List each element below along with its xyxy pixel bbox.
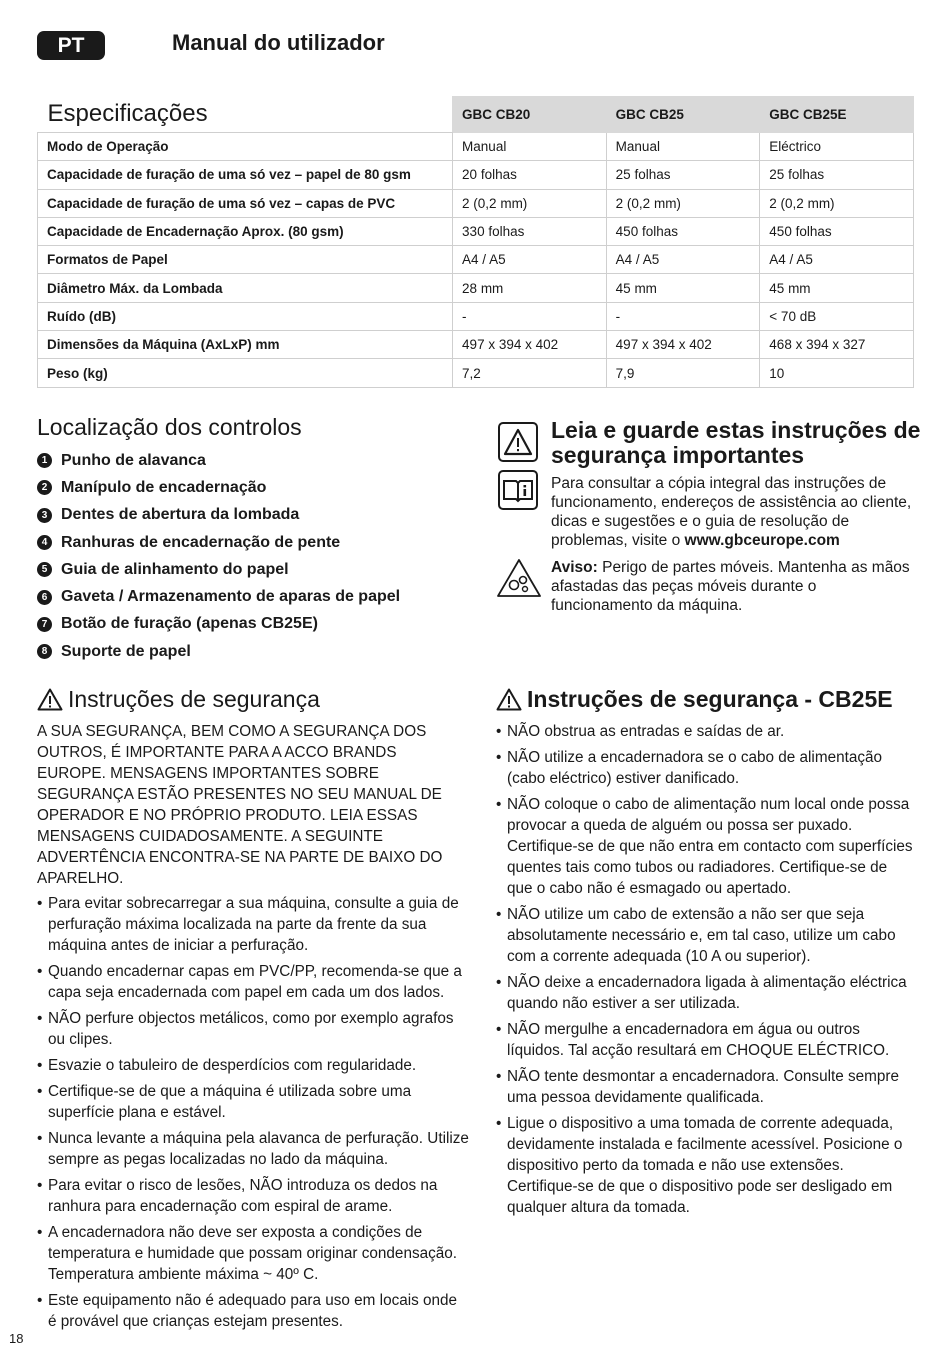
spec-value: 20 folhas (453, 161, 607, 189)
spec-label: Dimensões da Máquina (AxLxP) mm (38, 331, 453, 359)
table-row (38, 274, 914, 302)
column-header: GBC CB20 (453, 97, 607, 133)
spec-value: 2 (0,2 mm) (760, 189, 914, 217)
list-item (37, 638, 477, 665)
spec-value: A4 / A5 (760, 246, 914, 274)
spec-label: Capacidade de furação de uma só vez – capas de PVC (38, 189, 453, 217)
read-instructions-body: Para consultar a cópia integral das instruções de funcionamento, endereços de assistência ao cliente, dicas e sugestões e o guia de resolução de problemas, visite o (551, 475, 912, 549)
spec-value: 25 folhas (606, 161, 760, 189)
spec-value: 25 folhas (760, 161, 914, 189)
control-number: 4 (37, 535, 52, 550)
read-instructions-text (551, 474, 921, 550)
spec-value: A4 / A5 (453, 246, 607, 274)
control-number: 5 (37, 562, 52, 577)
controls-heading: Localização dos controlos (37, 414, 302, 440)
spec-label: Diâmetro Máx. da Lombada (38, 274, 453, 302)
website-link[interactable]: www.gbceurope.com (684, 532, 840, 549)
moving-parts-warning (551, 558, 921, 615)
control-label: Dentes de abertura da lombada (61, 506, 300, 524)
list-item (37, 583, 477, 610)
spec-value: A4 / A5 (606, 246, 760, 274)
list-item: • A encadernadora não deve ser exposta a condições de temperatura e humidade que possam originar condensação. Temperatura ambiente máxima ~ 40º C. (37, 1222, 469, 1285)
list-item: • Nunca levante a máquina pela alavanca de perfuração. Utilize sempre as pegas localizadas no lado da máquina. (37, 1128, 469, 1170)
spec-label: Peso (kg) (38, 359, 453, 387)
spec-value: 45 mm (760, 274, 914, 302)
spec-value: Manual (453, 133, 607, 161)
control-number: 6 (37, 590, 52, 605)
spec-value: 2 (0,2 mm) (453, 189, 607, 217)
spec-value: 45 mm (606, 274, 760, 302)
list-item (37, 611, 477, 638)
control-label: Ranhuras de encadernação de pente (61, 533, 341, 551)
spec-heading-cell (38, 97, 453, 133)
warning-icon (496, 688, 522, 711)
list-item (37, 502, 477, 529)
list-item: • NÃO utilize um cabo de extensão a não ser que seja absolutamente necessário e, em tal caso, utilize um cabo com a corrente adequada (10 A ou superior). (496, 904, 916, 967)
safety-list (37, 893, 469, 1332)
language-badge: PT (37, 31, 105, 60)
spec-label: Capacidade de furação de uma só vez – papel de 80 gsm (38, 161, 453, 189)
safety-cb25e-list (496, 721, 916, 1218)
spec-value: 497 x 394 x 402 (453, 331, 607, 359)
control-label: Punho de alavanca (61, 451, 206, 469)
control-label: Manípulo de encadernação (61, 478, 267, 496)
list-item (37, 474, 477, 501)
control-number: 3 (37, 508, 52, 523)
spec-label: Formatos de Papel (38, 246, 453, 274)
read-instructions-title: Leia e guarde estas instruções de segurança importantes (551, 417, 921, 468)
control-label: Suporte de papel (61, 642, 191, 660)
control-label: Guia de alinhamento do papel (61, 560, 289, 578)
list-item: • Esvazie o tabuleiro de desperdícios com regularidade. (37, 1055, 469, 1076)
safety-title (37, 686, 469, 713)
list-item: • NÃO tente desmontar a encadernadora. Consulte sempre uma pessoa devidamente qualificada. (496, 1066, 916, 1108)
control-number: 1 (37, 453, 52, 468)
manual-info-icon (498, 470, 538, 510)
document-title: Manual do utilizador (172, 30, 385, 55)
list-item: • Para evitar o risco de lesões, NÃO introduza os dedos na ranhura para encadernação com espiral de arame. (37, 1175, 469, 1217)
list-item: • Quando encadernar capas em PVC/PP, recomenda-se que a capa seja encadernada com papel em cada um dos lados. (37, 961, 469, 1003)
moving-parts-warning-icon (496, 558, 542, 598)
table-row (38, 189, 914, 217)
warning-label: Aviso: (551, 559, 598, 576)
safety-cb25e-title-text: Instruções de segurança - CB25E (527, 686, 893, 712)
warning-triangle-icon (498, 422, 538, 462)
warning-text: Perigo de partes móveis. Mantenha as mãos afastadas das peças móveis durante o funcionamento da máquina. (551, 559, 910, 614)
control-number: 2 (37, 480, 52, 495)
spec-value: Eléctrico (760, 133, 914, 161)
table-row (38, 133, 914, 161)
spec-label: Ruído (dB) (38, 302, 453, 330)
list-item: • Ligue o dispositivo a uma tomada de corrente adequada, devidamente instalada e facilmente acessível. Posicione o dispositivo perto da tomada e não use extensões. Certifique-se de que o dispositivo pode ser desligado em qualquer altura da tomada. (496, 1113, 916, 1218)
table-row (38, 161, 914, 189)
list-item: • NÃO coloque o cabo de alimentação num local onde possa provocar a queda de alguém ou possa ser puxado. Certifique-se de que não entra em contacto com superfícies quentes tais como tubos ou radiadores. Certifique-se de que o cabo não é esmagado ou apertado. (496, 794, 916, 899)
list-item (37, 447, 477, 474)
spec-value: 468 x 394 x 327 (760, 331, 914, 359)
spec-label: Modo de Operação (38, 133, 453, 161)
table-row (38, 359, 914, 387)
safety-intro: A SUA SEGURANÇA, BEM COMO A SEGURANÇA DOS OUTROS, É IMPORTANTE PARA A ACCO BRANDS EUROPE. MENSAGENS IMPORTANTES SOBRE SEGURANÇA ESTÃO PRESENTES NO SEU MANUAL DE OPERADOR E NO PRÓPRIO PRODUTO. LEIA ESSAS MENSAGENS CUIDADOSAMENTE. A SEGUINTE ADVERTÊNCIA ENCONTRA-SE NA PARTE DE BAIXO DO APARELHO. (37, 723, 443, 887)
spec-value: 28 mm (453, 274, 607, 302)
spec-value: 2 (0,2 mm) (606, 189, 760, 217)
table-header-row (38, 97, 914, 133)
page-number: 18 (9, 1331, 24, 1346)
control-number: 7 (37, 617, 52, 632)
list-item: • NÃO perfure objectos metálicos, como por exemplo agrafos ou clipes. (37, 1008, 469, 1050)
spec-value: 450 folhas (606, 217, 760, 245)
list-item: • NÃO mergulhe a encadernadora em água ou outros líquidos. Tal acção resultará em CHOQUE ELÉCTRICO. (496, 1019, 916, 1061)
list-item: • NÃO deixe a encadernadora ligada à alimentação eléctrica quando não estiver a ser utilizada. (496, 972, 916, 1014)
controls-list (37, 447, 477, 665)
spec-value: - (606, 302, 760, 330)
specifications-table (37, 96, 914, 388)
list-item: • Este equipamento não é adequado para uso em locais onde é provável que crianças estejam presentes. (37, 1290, 469, 1332)
list-item: • Certifique-se de que a máquina é utilizada sobre uma superfície plana e estável. (37, 1081, 469, 1123)
specifications-heading: Especificações (47, 100, 208, 128)
list-item: • Para evitar sobrecarregar a sua máquina, consulte a guia de perfuração máxima localizada na parte da frente da sua máquina antes de iniciar a perfuração. (37, 893, 469, 956)
list-item: • NÃO utilize a encadernadora se o cabo de alimentação (cabo eléctrico) estiver danificado. (496, 747, 916, 789)
control-label: Botão de furação (apenas CB25E) (61, 615, 318, 633)
column-header: GBC CB25E (760, 97, 914, 133)
safety-cb25e-title (496, 686, 916, 713)
controls-section (37, 414, 477, 665)
table-row (38, 217, 914, 245)
list-item: • NÃO obstrua as entradas e saídas de ar. (496, 721, 916, 742)
control-label: Gaveta / Armazenamento de aparas de papel (61, 588, 401, 606)
list-item (37, 556, 477, 583)
control-number: 8 (37, 644, 52, 659)
table-row (38, 331, 914, 359)
spec-label: Capacidade de Encadernação Aprox. (80 gsm) (38, 217, 453, 245)
table-row (38, 302, 914, 330)
column-header: GBC CB25 (606, 97, 760, 133)
safety-instructions-section (37, 686, 469, 1337)
warning-icon (37, 688, 63, 711)
safety-title-text: Instruções de segurança (68, 686, 320, 712)
spec-value: 10 (760, 359, 914, 387)
spec-value: 497 x 394 x 402 (606, 331, 760, 359)
safety-cb25e-section (496, 686, 916, 1223)
spec-value: Manual (606, 133, 760, 161)
spec-value: 7,2 (453, 359, 607, 387)
spec-value: 330 folhas (453, 217, 607, 245)
spec-value: 450 folhas (760, 217, 914, 245)
table-row (38, 246, 914, 274)
spec-value: 7,9 (606, 359, 760, 387)
spec-value: < 70 dB (760, 302, 914, 330)
list-item (37, 529, 477, 556)
spec-value: - (453, 302, 607, 330)
